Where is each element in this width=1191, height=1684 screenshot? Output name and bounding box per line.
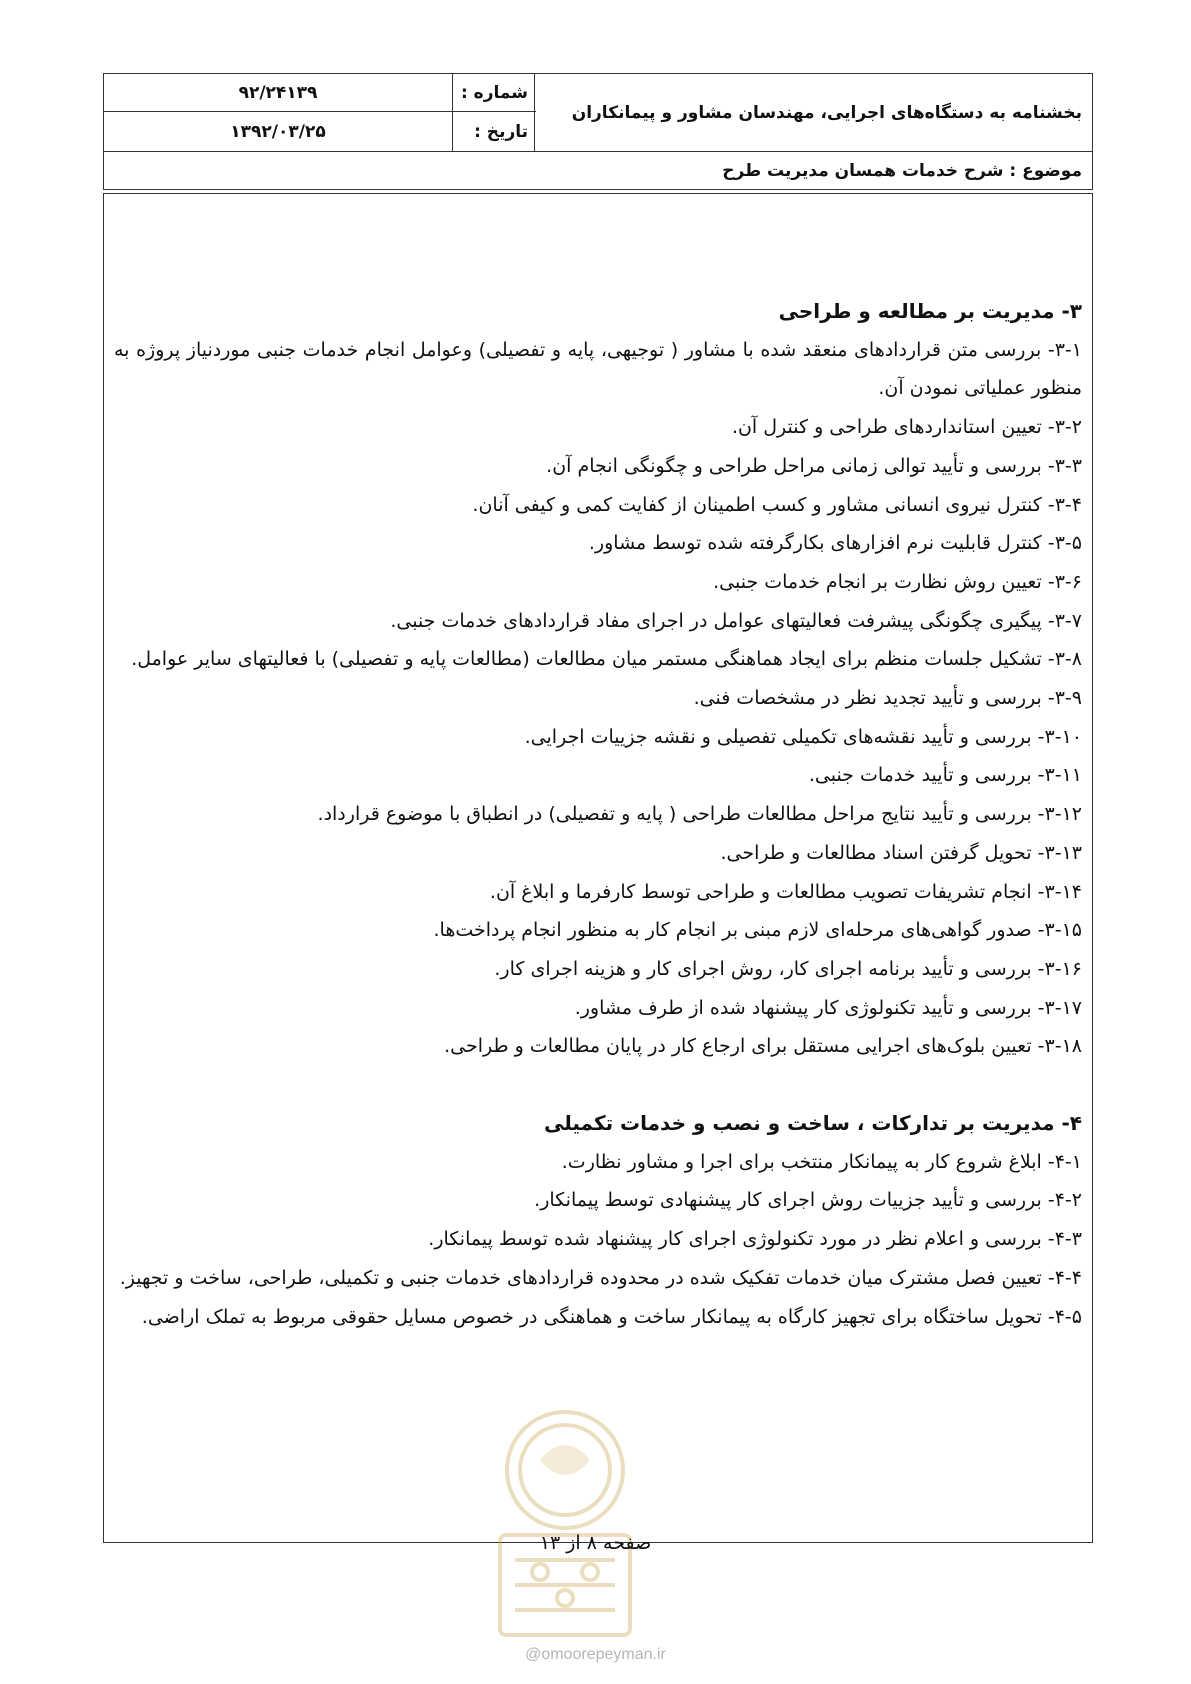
subject-line: موضوع : شرح خدمات همسان مدیریت طرح (104, 151, 1092, 189)
site-watermark: @omoorepeyman.ir (525, 1646, 666, 1663)
document-content (114, 292, 1082, 1336)
list-item: ۴-۳- بررسی و اعلام نظر در مورد تکنولوژی اجرای کار پیشنهاد شده توسط پیمانکار. (428, 1228, 1082, 1251)
number-row (104, 74, 536, 112)
list-item: ۳-۵- کنترل قابلیت نرم افزارهای بکارگرفته شده توسط مشاور. (588, 532, 1082, 555)
list-item: ۳-۱۷- بررسی و تأیید تکنولوژی کار پیشنهاد شده از طرف مشاور. (574, 996, 1082, 1019)
list-item: ۳-۱۲- بررسی و تأیید نتایج مراحل مطالعات طراحی ( پایه و تفصیلی) در انطباق با موضوع قرارداد. (317, 803, 1082, 826)
list-item: ۳-۱۰- بررسی و تأیید نقشه‌های تکمیلی تفصیلی و نقشه جزییات اجرایی. (524, 725, 1082, 748)
list-item: ۴-۵- تحویل ساختگاه برای تجهیز کارگاه به پیمانکار ساخت و هماهنگی در خصوص مسایل حقوقی مربوط به تملک اراضی. (141, 1305, 1082, 1328)
list-item: ۳-۱۵- صدور گواهی‌های مرحله‌ای لازم مبنی بر انجام کار به منظور انجام پرداخت‌ها. (433, 919, 1082, 942)
body-frame (103, 193, 1093, 1543)
date-row (104, 112, 536, 151)
list-item: ۳-۸- تشکیل جلسات منظم برای ایجاد هماهنگی مستمر میان مطالعات (مطالعات پایه و تفصیلی) با فعالیتهای سایر عوامل. (131, 648, 1082, 671)
number-label: شماره : (452, 74, 536, 111)
section-4-heading: ۴- مدیریت بر تدارکات ، ساخت و نصب و خدمات تکمیلی (543, 1111, 1082, 1136)
list-item: ۳-۴- کنترل نیروی انسانی مشاور و کسب اطمینان از کفایت کمی و کیفی آنان. (472, 493, 1082, 516)
list-item: ۳-۱۶- بررسی و تأیید برنامه اجرای کار، روش اجرای کار و هزینه اجرای کار. (494, 957, 1082, 980)
list-item: ۳-۱۳- تحویل گرفتن اسناد مطالعات و طراحی. (720, 841, 1082, 864)
list-item: ۴-۲- بررسی و تأیید جزییات روش اجرای کار پیشنهادی توسط پیمانکار. (534, 1189, 1082, 1212)
section-gap (114, 1066, 1082, 1104)
letter-header (103, 73, 1093, 190)
list-item: ۴-۱- ابلاغ شروع کار به پیمانکار منتخب برای اجرا و مشاور نظارت. (561, 1150, 1082, 1173)
list-item: ۳-۷- پیگیری چگونگی پیشرفت فعالیتهای عوامل در اجرای مفاد قراردادهای خدمات جنبی. (390, 609, 1082, 632)
list-item: ۴-۴- تعیین فصل مشترک میان خدمات تفکیک شده در محدوده قراردادهای خدمات جنبی و تکمیلی، طراحی، ساخت و تجهیز. (119, 1266, 1082, 1289)
list-item: ۳-۱۴- انجام تشریفات تصویب مطالعات و طراحی توسط کارفرما و ابلاغ آن. (489, 880, 1082, 903)
section-3-heading: ۳- مدیریت بر مطالعه و طراحی (778, 299, 1082, 323)
date-label: تاریخ : (452, 112, 536, 151)
list-item: ۳-۱- بررسی متن قراردادهای منعقد شده با مشاور ( توجیهی، پایه و تفصیلی) وعوامل انجام خدمات جنبی موردنیاز پروژه به منظور عملیاتی نمودن آن. (114, 338, 1082, 400)
list-item: ۳-۱۱- بررسی و تأیید خدمات جنبی. (808, 764, 1082, 787)
circular-title: بخشنامه به دستگاه‌های اجرایی، مهندسان مشاور و پیمانکاران (534, 74, 1092, 151)
list-item: ۳-۱۸- تعیین بلوک‌های اجرایی مستقل برای ارجاع کار در پایان مطالعات و طراحی. (444, 1035, 1082, 1058)
list-item: ۳-۳- بررسی و تأیید توالی زمانی مراحل طراحی و چگونگی انجام آن. (546, 454, 1082, 477)
page-number: صفحه ۸ از ۱۳ (539, 1532, 652, 1554)
list-item: ۳-۶- تعیین روش نظارت بر انجام خدمات جنبی. (713, 570, 1082, 593)
list-item: ۳-۲- تعیین استانداردهای طراحی و کنترل آن. (731, 416, 1082, 439)
date-value: ۱۳۹۲/۰۳/۲۵ (230, 121, 326, 142)
number-value: ۹۲/۲۴۱۳۹ (238, 82, 318, 103)
list-item: ۳-۹- بررسی و تأیید تجدید نظر در مشخصات فنی. (693, 687, 1082, 710)
